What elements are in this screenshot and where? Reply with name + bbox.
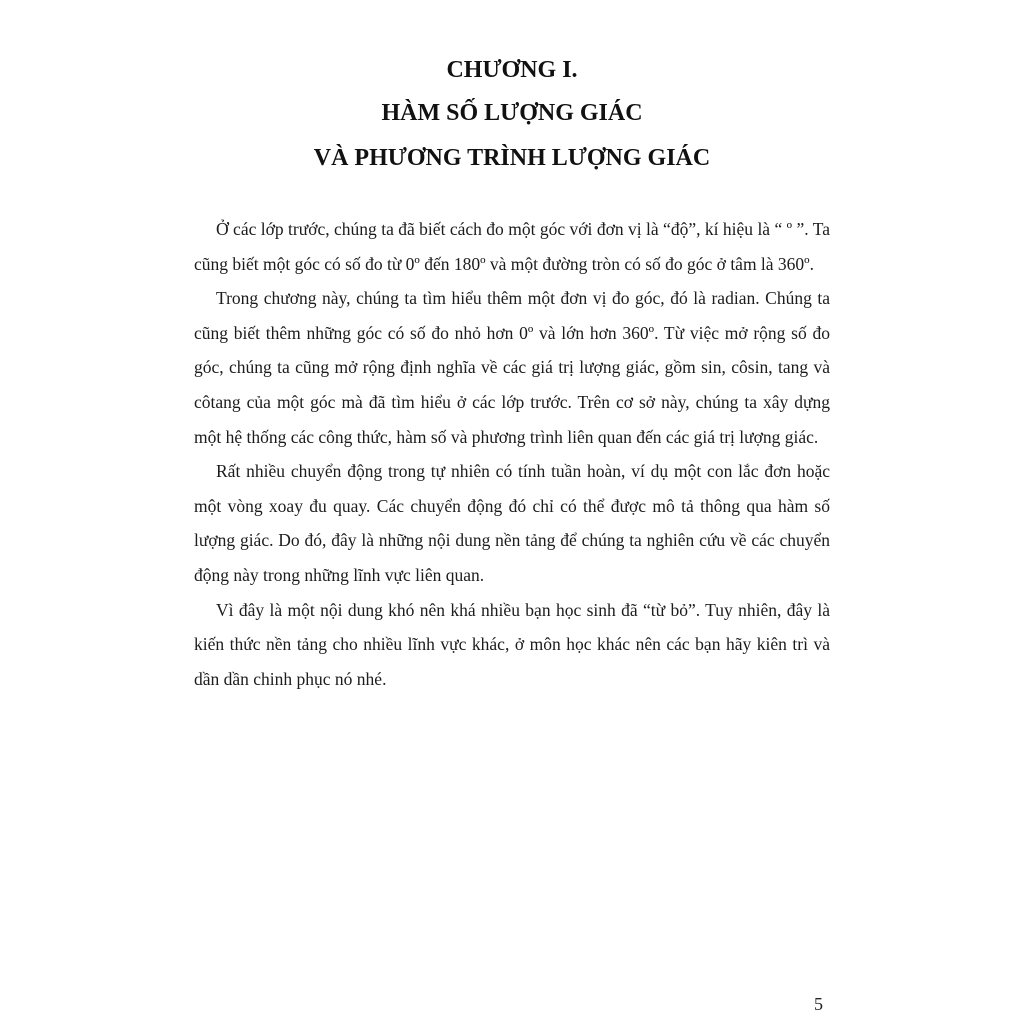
paragraph-4: Vì đây là một nội dung khó nên khá nhiều bạn học sinh đã “từ bỏ”. Tuy nhiên, đây là kiến thức nền tảng cho nhiều lĩnh vực khác, ở môn học khác nên các bạn hãy kiên trì và dần dần chinh phục nó nhé.: [194, 599, 830, 689]
paragraph-2: Trong chương này, chúng ta tìm hiểu thêm một đơn vị đo góc, đó là radian. Chúng ta cũng biết thêm những góc có số đo nhỏ hơn 0º và lớn hơn 360º. Từ việc mở rộng số đo góc, chúng ta cũng mở rộng định nghĩa về các giá trị lượng giác, gồm sin, côsin, tang và côtang của một góc mà đã tìm hiểu ở các lớp trước. Trên cơ sở này, chúng ta xây dựng một hệ thống các công thức, hàm số và phương trình liên quan đến các giá trị lượng giác.: [194, 288, 830, 447]
page-number: 5: [814, 994, 823, 1014]
chapter-number: CHƯƠNG I.: [446, 57, 578, 83]
chapter-title-line-2: VÀ PHƯƠNG TRÌNH LƯỢNG GIÁC: [313, 145, 711, 171]
paragraph-1: Ở các lớp trước, chúng ta đã biết cách đo một góc với đơn vị là “độ”, kí hiệu là “ º ”. Ta cũng biết một góc có số đo từ 0º đến 180º và một đường tròn có số đo góc ở tâm là 360º.: [194, 219, 830, 274]
chapter-intro-text: [194, 212, 830, 696]
chapter-title-line-1: HÀM SỐ LƯỢNG GIÁC: [381, 100, 643, 126]
paragraph-3: Rất nhiều chuyển động trong tự nhiên có tính tuần hoàn, ví dụ một con lắc đơn hoặc một vòng xoay đu quay. Các chuyển động đó chỉ có thể được mô tả thông qua hàm số lượng giác. Do đó, đây là những nội dung nền tảng để chúng ta nghiên cứu về các chuyển động này trong những lĩnh vực liên quan.: [194, 461, 830, 585]
